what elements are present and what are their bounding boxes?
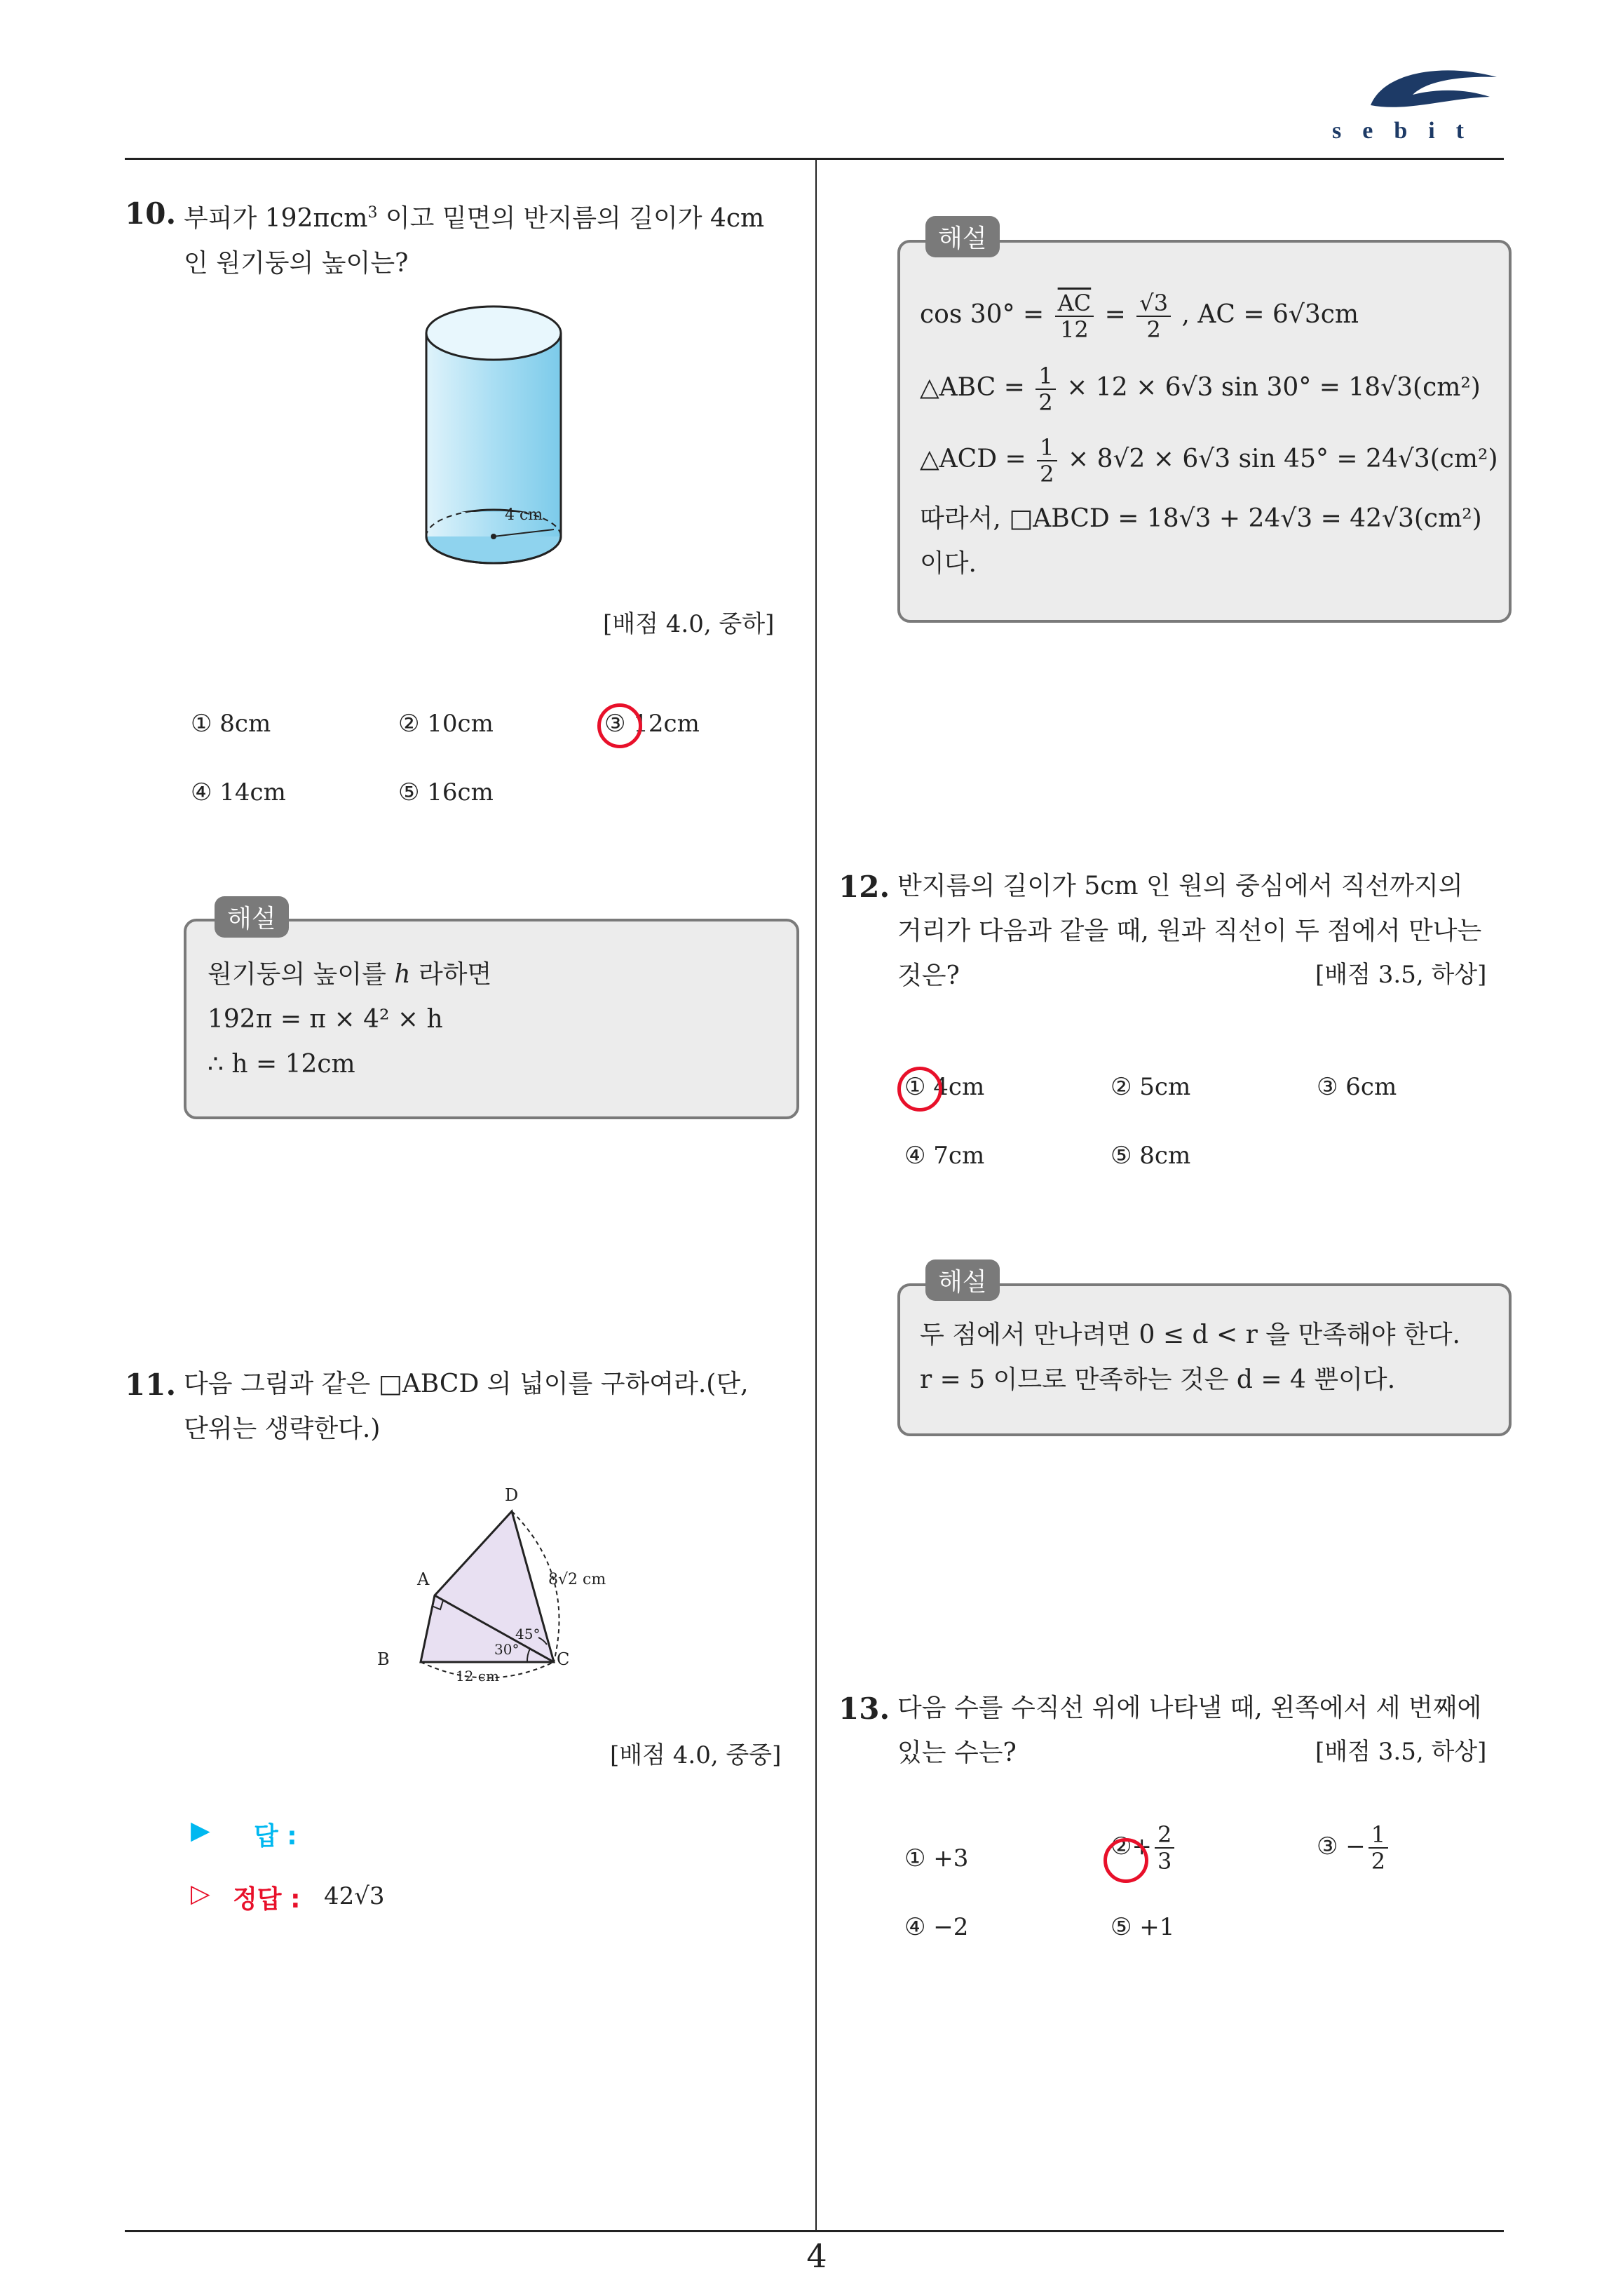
q10-answer-mark [597,703,642,748]
q13-c3-sign: − [1345,1832,1366,1861]
q13-c3-prefix: ③ [1317,1832,1338,1861]
q12-explain-line1: 두 점에서 만나려면 0 ≤ d < r 을 만족해야 한다. [920,1321,1461,1349]
q11-el2-frac [1035,363,1055,415]
q11-points: [배점 4.0, 중중] [610,1741,782,1769]
q10-el1b: 라하면 [410,960,492,989]
q12-line3: 것은? [897,961,960,990]
q11-el3b: × 8√2 × 6√3 sin 45° = 24√3(cm²) [1067,445,1498,473]
q10-el1var: h [394,960,411,989]
q13-c3-frac [1369,1822,1388,1874]
label-bc: 12 cm [456,1668,499,1684]
q10-points: [배점 4.0, 중하] [603,610,775,638]
label-B: B [377,1649,390,1669]
column-divider [815,160,817,2230]
q12-answer-mark [897,1067,942,1112]
q11-el3-num: 1 [1037,435,1057,461]
q10-sup: 3 [367,204,378,222]
q10-explain-line1 [208,952,491,997]
q12-choice-4[interactable]: ④ 7cm [904,1142,985,1170]
q11-el2b: × 12 × 6√3 sin 30° = 18√3(cm²) [1066,373,1481,402]
cylinder-figure [414,302,575,571]
q13-c2-sign: + [1132,1832,1152,1861]
q10-explain-line2: 192π = π × 4² × h [208,1005,443,1034]
q13-choice-3[interactable] [1317,1822,1391,1874]
q11-el1-eq: = [1104,300,1126,329]
q10-line2: 인 원기둥의 높이는? [184,249,409,278]
q11-el1a: cos 30° = [920,300,1045,329]
q11-el3-den: 2 [1040,461,1054,487]
q13-c3-den: 2 [1371,1848,1386,1875]
q12-points: [배점 3.5, 하상] [1315,961,1487,989]
label-ac: 8√2 cm [548,1571,606,1588]
logo-text: sebit [1332,118,1485,144]
cylinder-radius-label: 4 cm [505,506,543,524]
q11-explain-line1 [920,290,1359,342]
label-D: D [505,1485,519,1505]
q13-points: [배점 3.5, 하상] [1315,1738,1487,1766]
q11-el1-den: 12 [1060,316,1089,343]
q13-choice-1[interactable]: ① +3 [904,1844,969,1872]
label-angle30: 30° [494,1641,520,1658]
q11-explain-line2 [920,363,1481,415]
q10-explain-tag: 해설 [215,896,289,938]
q10-choice-1[interactable]: ① 8cm [191,710,271,738]
page-number: 4 [806,2237,827,2275]
label-angle45: 45° [515,1626,541,1642]
q10-choice-2[interactable]: ② 10cm [398,710,494,738]
footer-rule [125,2230,1504,2232]
q11-explain-line3 [920,435,1498,487]
q11-el1-den2: 2 [1146,316,1161,343]
q11-answer-label: 답 : [254,1822,297,1851]
q11-line2: 단위는 생략한다.) [184,1414,381,1443]
q11-el2a: △ABC = [920,373,1025,402]
q11-explain-tag: 해설 [925,216,1000,257]
q11-correct-label: 정답 : [233,1885,301,1914]
q13-c2-frac [1155,1822,1174,1874]
label-C: C [557,1649,570,1669]
q11-el3-frac [1037,435,1057,487]
q12-choice-3[interactable]: ③ 6cm [1317,1073,1397,1101]
q13-number: 13. [838,1691,890,1726]
q10-choice-5[interactable]: ⑤ 16cm [398,778,494,806]
q11-el1-num2: √3 [1136,290,1171,317]
q13-answer-mark [1103,1838,1148,1883]
q13-c2-num: 2 [1155,1822,1174,1849]
q12-number: 12. [838,870,890,904]
q11-el1b: , AC = 6√3cm [1181,300,1359,329]
q12-explain-line2: r = 5 이므로 만족하는 것은 d = 4 뿐이다. [920,1365,1396,1394]
q10-choice-3[interactable]: ③ 12cm [604,710,700,738]
answer-arrow-icon: ▶ [191,1816,210,1845]
label-A: A [417,1569,430,1589]
q11-number: 11. [125,1368,177,1402]
q10-el1a: 원기둥의 높이를 [208,960,395,989]
q12-choice-2[interactable]: ② 5cm [1111,1073,1191,1101]
q11-el1-num: $\overline{AC}$ [1055,290,1094,317]
q13-c3-num: 1 [1369,1822,1388,1849]
q12-choice-1[interactable]: ① 4cm [904,1073,985,1101]
q13-c2-den: 3 [1157,1848,1172,1875]
q12-line2: 거리가 다음과 같을 때, 원과 직선이 두 점에서 만나는 [897,917,1482,945]
q10-text [184,191,808,286]
q10-choice-4[interactable]: ④ 14cm [191,778,286,806]
q13-choice-5[interactable]: ⑤ +1 [1111,1913,1175,1941]
q11-line1: 다음 그림과 같은 □ABCD 의 넓이를 구하여라.(단, [184,1370,749,1398]
q11-explain-line4: 따라서, □ABCD = 18√3 + 24√3 = 42√3(cm²) [920,504,1482,533]
q10-line1b: 이고 밑면의 반지름의 길이가 4cm [377,204,765,233]
q11-el1-frac [1055,290,1094,342]
q11-el1-frac2 [1136,290,1171,342]
q11-el3a: △ACD = [920,445,1026,473]
q10-line1a: 부피가 192πcm [184,204,368,233]
q12-choice-5[interactable]: ⑤ 8cm [1111,1142,1191,1170]
correct-arrow-icon: ▷ [191,1879,210,1908]
q13-c2-prefix: ② [1111,1832,1132,1861]
q11-el2-num: 1 [1035,363,1055,390]
q13-line2: 있는 수는? [897,1738,1017,1767]
q11-explain-line5: 이다. [920,549,977,578]
q13-choice-4[interactable]: ④ −2 [904,1913,969,1941]
q11-el2-den: 2 [1038,389,1053,416]
q13-line1: 다음 수를 수직선 위에 나타낼 때, 왼쪽에서 세 번째에 [897,1694,1482,1722]
q12-explain-tag: 해설 [925,1260,1000,1301]
q10-explain-line3: ∴ h = 12cm [208,1050,355,1079]
q12-line1: 반지름의 길이가 5cm 인 원의 중심에서 직선까지의 [897,872,1463,900]
q11-correct-value: 42√3 [324,1882,385,1910]
header-rule [125,158,1504,160]
q10-number: 10. [125,196,177,231]
q11-text [184,1362,808,1452]
